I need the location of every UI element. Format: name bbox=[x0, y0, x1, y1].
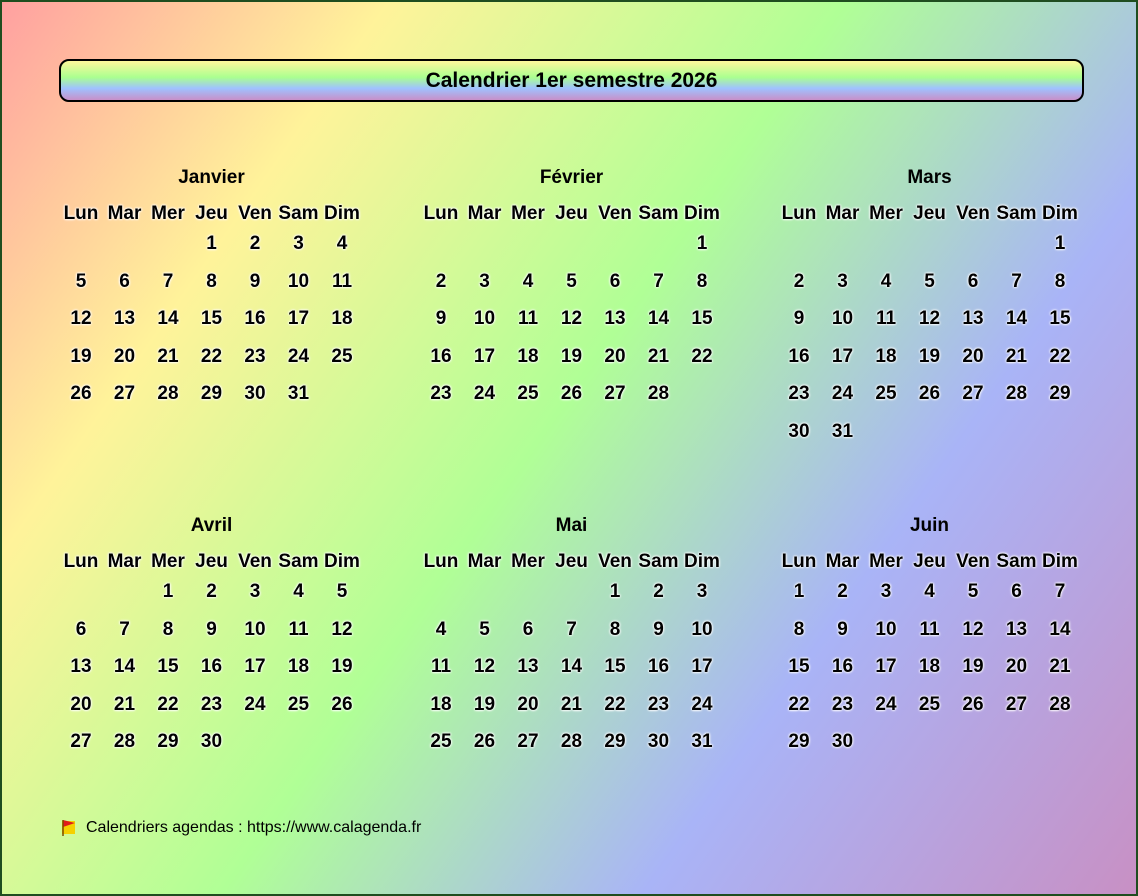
day-cell: 18 bbox=[430, 693, 452, 715]
day-cell: 24 bbox=[473, 383, 496, 404]
day-cell: 24 bbox=[875, 693, 897, 715]
day-cell: 28 bbox=[647, 383, 670, 404]
day-cell: 30 bbox=[244, 383, 266, 404]
weekday-header: Ven bbox=[238, 203, 272, 224]
day-cell: 15 bbox=[788, 656, 810, 677]
day-cell: 28 bbox=[1049, 693, 1071, 715]
day-cell: 27 bbox=[517, 731, 539, 752]
day-cell: 21 bbox=[113, 693, 136, 715]
day-cell: 3 bbox=[837, 270, 848, 292]
day-cell: 6 bbox=[75, 618, 87, 640]
day-cell: 8 bbox=[696, 270, 708, 292]
day-cell: 30 bbox=[788, 420, 810, 442]
day-cell: 28 bbox=[157, 383, 179, 404]
day-cell: 10 bbox=[473, 308, 496, 329]
day-cell: 22 bbox=[1049, 345, 1071, 367]
day-cell: 31 bbox=[287, 383, 310, 404]
day-cell: 12 bbox=[918, 308, 941, 329]
day-cell: 29 bbox=[200, 383, 223, 404]
day-cell: 26 bbox=[560, 383, 583, 404]
day-cell: 22 bbox=[200, 345, 223, 367]
day-cell: 28 bbox=[113, 731, 136, 752]
weekday-header: Lun bbox=[423, 551, 459, 572]
day-cell: 29 bbox=[157, 731, 179, 752]
day-cell: 22 bbox=[157, 693, 179, 715]
day-cell: 2 bbox=[837, 581, 848, 602]
day-cell: 14 bbox=[157, 308, 179, 329]
month-name: Juin bbox=[909, 515, 950, 536]
day-cell: 1 bbox=[793, 581, 805, 602]
day-cell: 4 bbox=[924, 581, 935, 602]
day-cell: 28 bbox=[1005, 383, 1028, 404]
weekday-header: Ven bbox=[598, 551, 632, 572]
day-cell: 14 bbox=[113, 656, 136, 677]
day-cell: 10 bbox=[875, 618, 897, 640]
day-cell: 1 bbox=[609, 581, 621, 602]
day-cell: 30 bbox=[200, 731, 223, 752]
day-cell: 17 bbox=[691, 656, 713, 677]
page-title bbox=[59, 59, 1084, 102]
day-cell: 6 bbox=[119, 270, 130, 292]
day-cell: 11 bbox=[288, 618, 309, 640]
day-cell: 8 bbox=[793, 618, 805, 640]
day-cell: 23 bbox=[831, 693, 854, 715]
weekday-header: Mar bbox=[107, 551, 142, 572]
day-cell: 23 bbox=[244, 345, 266, 367]
day-cell: 11 bbox=[331, 270, 353, 292]
day-cell: 16 bbox=[244, 308, 266, 329]
day-cell: 25 bbox=[331, 345, 353, 367]
day-cell: 6 bbox=[609, 270, 621, 292]
day-cell: 21 bbox=[647, 345, 670, 367]
day-cell: 18 bbox=[918, 656, 941, 677]
day-cell: 5 bbox=[75, 270, 87, 292]
day-cell: 9 bbox=[793, 308, 805, 329]
day-cell: 28 bbox=[560, 731, 583, 752]
day-cell: 4 bbox=[522, 270, 534, 292]
day-cell: 22 bbox=[691, 345, 713, 367]
day-cell: 15 bbox=[157, 656, 179, 677]
month-1 bbox=[419, 167, 739, 467]
day-cell: 18 bbox=[287, 656, 310, 677]
day-cell: 30 bbox=[647, 731, 670, 752]
day-cell: 26 bbox=[473, 731, 496, 752]
weekday-header: Lun bbox=[781, 203, 817, 224]
day-cell: 10 bbox=[691, 618, 713, 640]
day-cell: 6 bbox=[1011, 581, 1022, 602]
weekday-header: Mer bbox=[151, 203, 185, 224]
weekday-header: Jeu bbox=[913, 203, 946, 224]
day-cell: 2 bbox=[793, 270, 805, 292]
month-name: Mai bbox=[555, 515, 588, 536]
day-cell: 25 bbox=[517, 383, 539, 404]
weekday-header: Lun bbox=[423, 203, 459, 224]
day-cell: 23 bbox=[200, 693, 223, 715]
day-cell: 9 bbox=[249, 270, 261, 292]
weekday-header: Sam bbox=[278, 203, 319, 224]
day-cell: 8 bbox=[609, 618, 621, 640]
weekday-header: Dim bbox=[324, 203, 360, 224]
month-4 bbox=[419, 515, 739, 815]
month-2 bbox=[777, 167, 1097, 467]
weekday-header: Ven bbox=[598, 203, 632, 224]
day-cell: 26 bbox=[962, 693, 984, 715]
day-cell: 10 bbox=[831, 308, 854, 329]
day-cell: 7 bbox=[1054, 581, 1066, 602]
footer-link[interactable]: Calendriers agendas : https://www.calagenda.fr bbox=[86, 819, 422, 836]
day-cell: 16 bbox=[200, 656, 223, 677]
page-title-text: Calendrier 1er semestre 2026 bbox=[425, 68, 718, 92]
day-cell: 23 bbox=[430, 383, 452, 404]
day-cell: 1 bbox=[1054, 233, 1066, 254]
day-cell: 11 bbox=[919, 618, 940, 640]
day-cell: 7 bbox=[162, 270, 174, 292]
weekday-header: Mar bbox=[107, 203, 142, 224]
day-cell: 8 bbox=[162, 618, 174, 640]
weekday-header: Mer bbox=[151, 551, 185, 572]
day-cell: 10 bbox=[287, 270, 310, 292]
day-cell: 5 bbox=[336, 581, 348, 602]
day-cell: 2 bbox=[249, 233, 261, 254]
weekday-header: Lun bbox=[63, 203, 99, 224]
day-cell: 10 bbox=[244, 618, 266, 640]
day-cell: 3 bbox=[696, 581, 708, 602]
weekday-header: Mer bbox=[511, 203, 545, 224]
day-cell: 3 bbox=[479, 270, 490, 292]
weekday-header: Mar bbox=[825, 203, 860, 224]
day-cell: 16 bbox=[831, 656, 854, 677]
weekday-header: Ven bbox=[956, 551, 990, 572]
day-cell: 6 bbox=[967, 270, 979, 292]
day-cell: 4 bbox=[336, 233, 348, 254]
day-cell: 4 bbox=[880, 270, 892, 292]
month-name: Mars bbox=[907, 167, 952, 188]
month-name: Février bbox=[539, 167, 604, 188]
day-cell: 9 bbox=[837, 618, 848, 640]
weekday-header: Jeu bbox=[555, 203, 588, 224]
day-cell: 13 bbox=[70, 656, 92, 677]
day-cell: 14 bbox=[560, 656, 583, 677]
day-cell: 21 bbox=[1005, 345, 1028, 367]
weekday-header: Sam bbox=[638, 551, 679, 572]
day-cell: 9 bbox=[653, 618, 664, 640]
day-cell: 18 bbox=[875, 345, 897, 367]
day-cell: 14 bbox=[1005, 308, 1028, 329]
day-cell: 27 bbox=[70, 731, 92, 752]
weekday-header: Lun bbox=[781, 551, 817, 572]
day-cell: 5 bbox=[967, 581, 979, 602]
day-cell: 23 bbox=[788, 383, 810, 404]
day-cell: 1 bbox=[206, 233, 217, 254]
day-cell: 31 bbox=[831, 420, 854, 442]
weekday-header: Mar bbox=[825, 551, 860, 572]
day-cell: 6 bbox=[522, 618, 534, 640]
day-cell: 27 bbox=[604, 383, 626, 404]
weekday-header: Dim bbox=[1042, 203, 1078, 224]
day-cell: 7 bbox=[566, 618, 577, 640]
day-cell: 17 bbox=[287, 308, 310, 329]
day-cell: 22 bbox=[788, 693, 810, 715]
day-cell: 17 bbox=[831, 345, 854, 367]
day-cell: 7 bbox=[1011, 270, 1022, 292]
day-cell: 9 bbox=[435, 308, 447, 329]
day-cell: 24 bbox=[244, 693, 266, 715]
month-3 bbox=[59, 515, 379, 815]
weekday-header: Sam bbox=[278, 551, 319, 572]
day-cell: 21 bbox=[157, 345, 179, 367]
weekday-header: Dim bbox=[1042, 551, 1078, 572]
month-5 bbox=[777, 515, 1097, 815]
footer bbox=[60, 819, 421, 837]
day-cell: 15 bbox=[691, 308, 713, 329]
day-cell: 1 bbox=[162, 581, 174, 602]
day-cell: 5 bbox=[479, 618, 490, 640]
day-cell: 19 bbox=[473, 693, 496, 715]
day-cell: 17 bbox=[244, 656, 266, 677]
day-cell: 7 bbox=[119, 618, 130, 640]
day-cell: 15 bbox=[604, 656, 626, 677]
weekday-header: Mer bbox=[869, 551, 903, 572]
day-cell: 4 bbox=[293, 581, 304, 602]
day-cell: 11 bbox=[875, 308, 897, 329]
day-cell: 17 bbox=[875, 656, 897, 677]
day-cell: 20 bbox=[517, 693, 539, 715]
day-cell: 20 bbox=[604, 345, 626, 367]
day-cell: 19 bbox=[918, 345, 941, 367]
day-cell: 3 bbox=[249, 581, 261, 602]
weekday-header: Ven bbox=[238, 551, 272, 572]
day-cell: 29 bbox=[1049, 383, 1071, 404]
day-cell: 18 bbox=[331, 308, 353, 329]
day-cell: 25 bbox=[287, 693, 310, 715]
day-cell: 18 bbox=[517, 345, 539, 367]
day-cell: 24 bbox=[691, 693, 713, 715]
day-cell: 9 bbox=[206, 618, 217, 640]
day-cell: 20 bbox=[113, 345, 136, 367]
day-cell: 22 bbox=[604, 693, 626, 715]
day-cell: 8 bbox=[1054, 270, 1066, 292]
day-cell: 5 bbox=[566, 270, 577, 292]
calendar-flag-icon bbox=[60, 819, 78, 837]
day-cell: 23 bbox=[647, 693, 670, 715]
day-cell: 12 bbox=[331, 618, 353, 640]
day-cell: 4 bbox=[435, 618, 447, 640]
day-cell: 14 bbox=[647, 308, 670, 329]
day-cell: 25 bbox=[430, 731, 452, 752]
day-cell: 26 bbox=[918, 383, 941, 404]
day-cell: 29 bbox=[604, 731, 626, 752]
day-cell: 2 bbox=[435, 270, 447, 292]
day-cell: 27 bbox=[1005, 693, 1028, 715]
day-cell: 20 bbox=[962, 345, 984, 367]
weekday-header: Sam bbox=[996, 203, 1037, 224]
weekday-header: Jeu bbox=[555, 551, 588, 572]
day-cell: 5 bbox=[924, 270, 935, 292]
weekday-header: Mar bbox=[467, 551, 502, 572]
day-cell: 12 bbox=[962, 618, 984, 640]
day-cell: 13 bbox=[1005, 618, 1028, 640]
day-cell: 11 bbox=[430, 656, 452, 677]
day-cell: 3 bbox=[880, 581, 892, 602]
day-cell: 16 bbox=[430, 345, 452, 367]
day-cell: 11 bbox=[517, 308, 539, 329]
day-cell: 15 bbox=[1049, 308, 1071, 329]
day-cell: 25 bbox=[875, 383, 897, 404]
weekday-header: Sam bbox=[996, 551, 1037, 572]
day-cell: 3 bbox=[293, 233, 304, 254]
weekday-header: Dim bbox=[684, 551, 720, 572]
day-cell: 27 bbox=[962, 383, 984, 404]
weekday-header: Jeu bbox=[195, 203, 228, 224]
month-name: Janvier bbox=[178, 167, 245, 188]
weekday-header: Mer bbox=[511, 551, 545, 572]
day-cell: 13 bbox=[517, 656, 539, 677]
day-cell: 7 bbox=[653, 270, 664, 292]
day-cell: 19 bbox=[962, 656, 984, 677]
day-cell: 15 bbox=[200, 308, 223, 329]
day-cell: 17 bbox=[473, 345, 496, 367]
day-cell: 8 bbox=[206, 270, 217, 292]
weekday-header: Mar bbox=[467, 203, 502, 224]
weekday-header: Dim bbox=[684, 203, 720, 224]
weekday-header: Ven bbox=[956, 203, 990, 224]
weekday-header: Jeu bbox=[913, 551, 946, 572]
day-cell: 13 bbox=[604, 308, 626, 329]
day-cell: 19 bbox=[560, 345, 583, 367]
day-cell: 1 bbox=[696, 233, 708, 254]
day-cell: 20 bbox=[70, 693, 92, 715]
weekday-header: Sam bbox=[638, 203, 679, 224]
day-cell: 13 bbox=[113, 308, 136, 329]
day-cell: 24 bbox=[831, 383, 854, 404]
day-cell: 19 bbox=[331, 656, 353, 677]
day-cell: 20 bbox=[1005, 656, 1028, 677]
day-cell: 12 bbox=[70, 308, 92, 329]
day-cell: 19 bbox=[70, 345, 92, 367]
day-cell: 12 bbox=[473, 656, 496, 677]
day-cell: 27 bbox=[113, 383, 136, 404]
day-cell: 16 bbox=[788, 345, 810, 367]
day-cell: 29 bbox=[788, 731, 810, 752]
month-0 bbox=[59, 167, 379, 467]
day-cell: 30 bbox=[831, 731, 854, 752]
day-cell: 31 bbox=[691, 731, 713, 752]
day-cell: 26 bbox=[331, 693, 353, 715]
day-cell: 2 bbox=[206, 581, 217, 602]
day-cell: 21 bbox=[560, 693, 583, 715]
day-cell: 16 bbox=[647, 656, 670, 677]
day-cell: 21 bbox=[1049, 656, 1071, 677]
day-cell: 2 bbox=[653, 581, 664, 602]
day-cell: 25 bbox=[918, 693, 941, 715]
weekday-header: Mer bbox=[869, 203, 903, 224]
day-cell: 12 bbox=[560, 308, 583, 329]
day-cell: 26 bbox=[70, 383, 92, 404]
weekday-header: Dim bbox=[324, 551, 360, 572]
day-cell: 14 bbox=[1049, 618, 1071, 640]
day-cell: 13 bbox=[962, 308, 984, 329]
day-cell: 24 bbox=[287, 345, 310, 367]
month-name: Avril bbox=[190, 515, 233, 536]
weekday-header: Lun bbox=[63, 551, 99, 572]
weekday-header: Jeu bbox=[195, 551, 228, 572]
